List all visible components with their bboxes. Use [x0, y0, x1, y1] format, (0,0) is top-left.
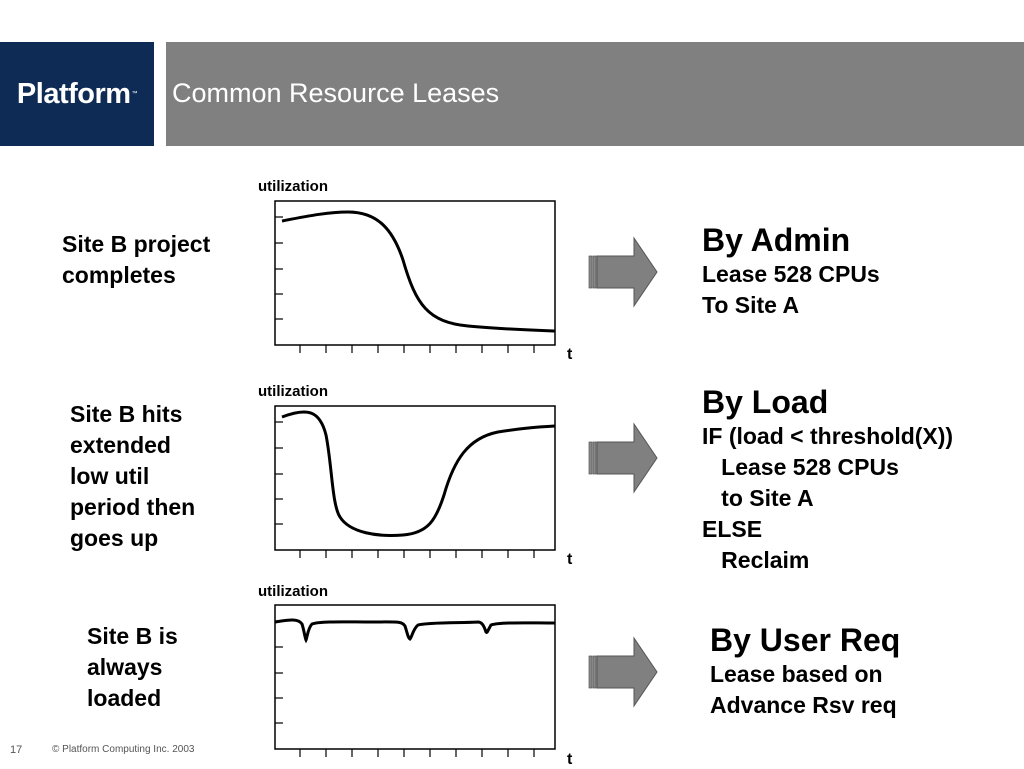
policy-line: Lease 528 CPUs	[702, 454, 899, 480]
scenario-2-arrow-icon	[588, 422, 660, 494]
scenario-3-utilization-graph	[268, 604, 560, 762]
policy-title: By Admin	[702, 222, 851, 258]
scenario-3-y-axis-label: utilization	[258, 583, 328, 600]
description-line: period then	[70, 494, 196, 520]
description-line: extended	[70, 432, 171, 458]
x-axis-ticks	[300, 749, 534, 757]
description-line: goes up	[70, 525, 159, 551]
copyright-text: © Platform Computing Inc. 2003	[52, 744, 195, 755]
description-line: Site B is	[87, 623, 178, 649]
scenario-1-arrow-icon	[588, 236, 660, 308]
scenario-2-policy	[702, 384, 953, 576]
policy-line: to Site A	[702, 485, 814, 511]
policy-line: IF (load < threshold(X))	[702, 423, 954, 449]
policy-line: Lease based on	[710, 661, 883, 687]
x-axis-ticks	[300, 550, 534, 558]
scenario-3-x-axis-label: t	[567, 751, 573, 768]
scenario-1-description	[62, 229, 210, 291]
policy-line: Reclaim	[702, 547, 810, 573]
utilization-curve	[275, 620, 555, 640]
scenario-1-policy	[702, 222, 880, 321]
utilization-curve	[282, 212, 555, 331]
page-number: 17	[10, 744, 23, 756]
description-line: Site B project	[62, 231, 211, 257]
policy-title: By User Req	[710, 622, 901, 658]
y-axis-ticks	[275, 422, 283, 524]
platform-logo	[0, 42, 154, 146]
description-line: always	[87, 654, 163, 680]
policy-title: By Load	[702, 384, 829, 420]
scenario-3-description	[87, 621, 178, 714]
policy-line: ELSE	[702, 516, 763, 542]
policy-line: Lease 528 CPUs	[702, 261, 880, 287]
policy-line: To Site A	[702, 292, 800, 318]
scenario-1-utilization-graph	[268, 200, 560, 358]
scenario-2-y-axis-label: utilization	[258, 383, 328, 400]
logo-text: Platform	[16, 77, 131, 110]
y-axis-ticks	[275, 217, 283, 319]
utilization-curve	[282, 412, 555, 536]
description-line: loaded	[87, 685, 162, 711]
scenario-1-y-axis-label: utilization	[258, 178, 328, 195]
description-line: completes	[62, 262, 176, 288]
scenario-3-arrow-icon	[588, 636, 660, 708]
scenario-3-policy	[710, 622, 900, 721]
scenario-2-description	[70, 399, 195, 554]
y-axis-ticks	[275, 621, 283, 723]
scenario-1-x-axis-label: t	[567, 346, 573, 363]
graph-frame	[275, 201, 555, 345]
scenario-2-x-axis-label: t	[567, 551, 573, 568]
scenario-2-utilization-graph	[268, 405, 560, 563]
x-axis-ticks	[300, 345, 534, 353]
logo-trademark: ™	[131, 91, 138, 97]
description-line: low util	[70, 463, 150, 489]
graph-frame	[275, 406, 555, 550]
description-line: Site B hits	[70, 401, 183, 427]
policy-line: Advance Rsv req	[710, 692, 897, 718]
page-title: Common Resource Leases	[172, 78, 500, 108]
